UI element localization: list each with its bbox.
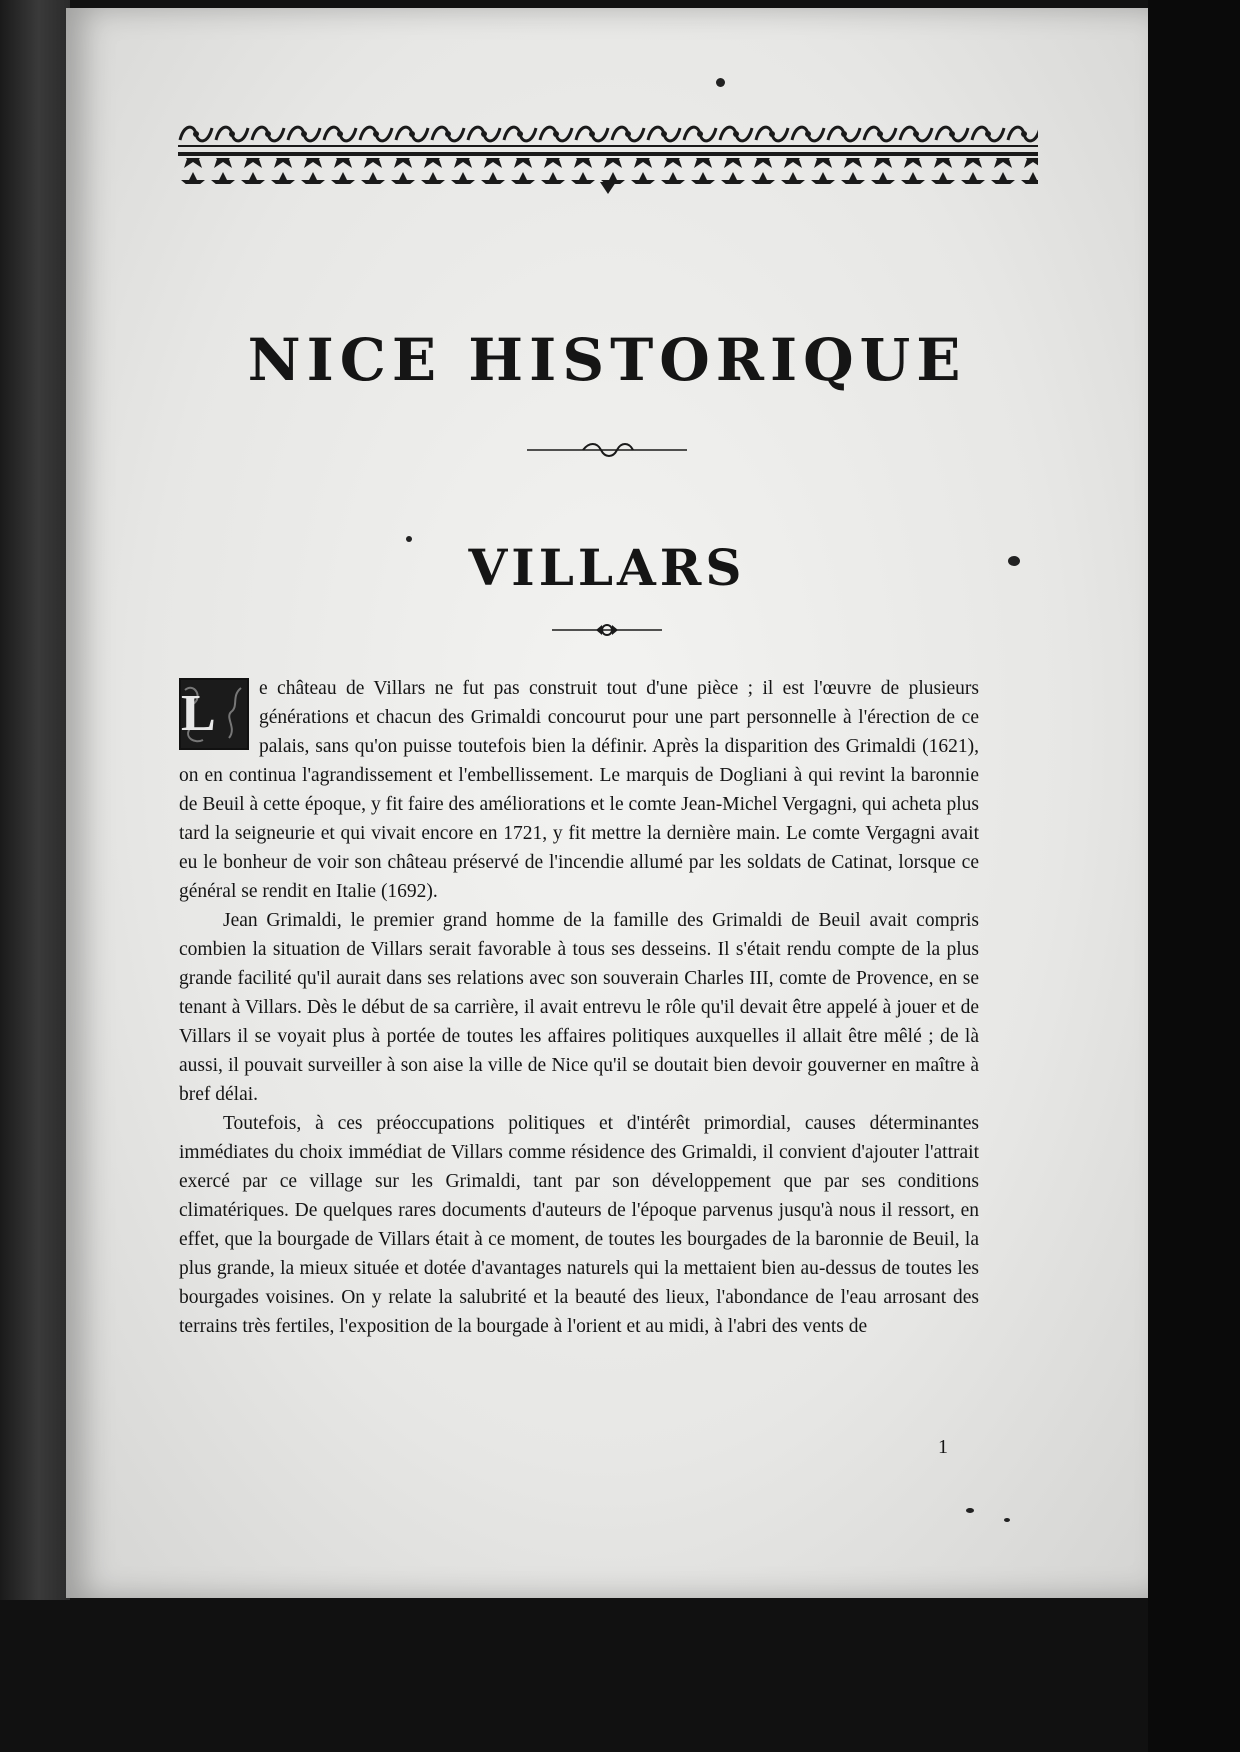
header-ornament bbox=[178, 118, 1038, 196]
chapter-title: VILLARS bbox=[468, 538, 746, 597]
ink-speck bbox=[1008, 556, 1020, 566]
page-number: 1 bbox=[938, 1436, 948, 1458]
book-spine bbox=[0, 0, 70, 1600]
book-page bbox=[66, 8, 1148, 1598]
paragraph: Jean Grimaldi, le premier grand homme de la famille des Grimaldi de Beuil avait compris combien la situation de Villars serait favorable à tous ses desseins. Il s'était rendu compte de la plus grande facilité qu'il aurait dans ses relations avec son souverain Charles III, comte de Provence, en se tenant à Villars. Dès le début de sa carrière, il avait entrevu le rôle qu'il devait être appelé à jouer et de Villars il se voyait plus à portée de toutes les affaires politiques auxquelles il allait être mêlé ; de là aussi, il pouvait surveiller à son aise la ville de Nice qu'il se doutait bien devoir gouverner en maître à bref délai. bbox=[179, 910, 979, 1105]
chapter-divider bbox=[552, 622, 662, 638]
ink-speck bbox=[1004, 1518, 1010, 1522]
title-divider bbox=[527, 442, 687, 458]
part-title: NICE HISTORIQUE bbox=[247, 326, 967, 394]
paragraph bbox=[179, 674, 979, 906]
article-body bbox=[179, 674, 979, 1341]
dropcap-initial bbox=[179, 678, 249, 750]
ink-speck bbox=[966, 1508, 974, 1513]
paragraph-text: e château de Villars ne fut pas construit tout d'une pièce ; il est l'œuvre de plusieurs générations et chacun des Grimaldi concourut pour une part personnelle à l'érection de ce palais, sans qu'on puisse toutefois bien la définir. Après la disparition des Grimaldi (1621), on en continua l'agrandissement et l'embellissement. Le marquis de Dogliani à qui revint la baronnie de Beuil à cette époque, y fit faire des améliorations et le comte Jean-Michel Vergagni, qui acheta plus tard la seigneurie et qui vivait encore en 1721, y fit mettre la dernière main. Le comte Vergagni avait eu le bonheur de voir son château préservé de l'incendie allumé par les soldats de Catinat, lorsque ce général se rendit en Italie (1692). bbox=[179, 678, 979, 902]
paragraph: Toutefois, à ces préoccupations politiques et d'intérêt primordial, causes déterminantes immédiates du choix immédiat de Villars comme résidence des Grimaldi, il convient d'ajouter l'attrait exercé par ce village sur les Grimaldi, tant par son développement que par ses conditions climatériques. De quelques rares documents d'auteurs de l'époque parvenus jusqu'à nous il ressort, en effet, que la bourgade de Villars était à ce moment, de toutes les bourgades de la baronnie de Beuil, la plus grande, la mieux située et dotée d'avantages naturels qui la mettaient bien au-dessus de toutes les bourgades voisines. On y relate la salubrité et la beauté des lieux, l'abondance de l'eau arrosant des terrains très fertiles, l'exposition de la bourgade à l'orient et au midi, à l'abri des vents de bbox=[179, 1113, 979, 1337]
ink-speck bbox=[716, 78, 725, 87]
scan-border bbox=[1148, 0, 1240, 1752]
ink-speck bbox=[406, 536, 412, 542]
dropcap-letter: L bbox=[181, 685, 216, 742]
